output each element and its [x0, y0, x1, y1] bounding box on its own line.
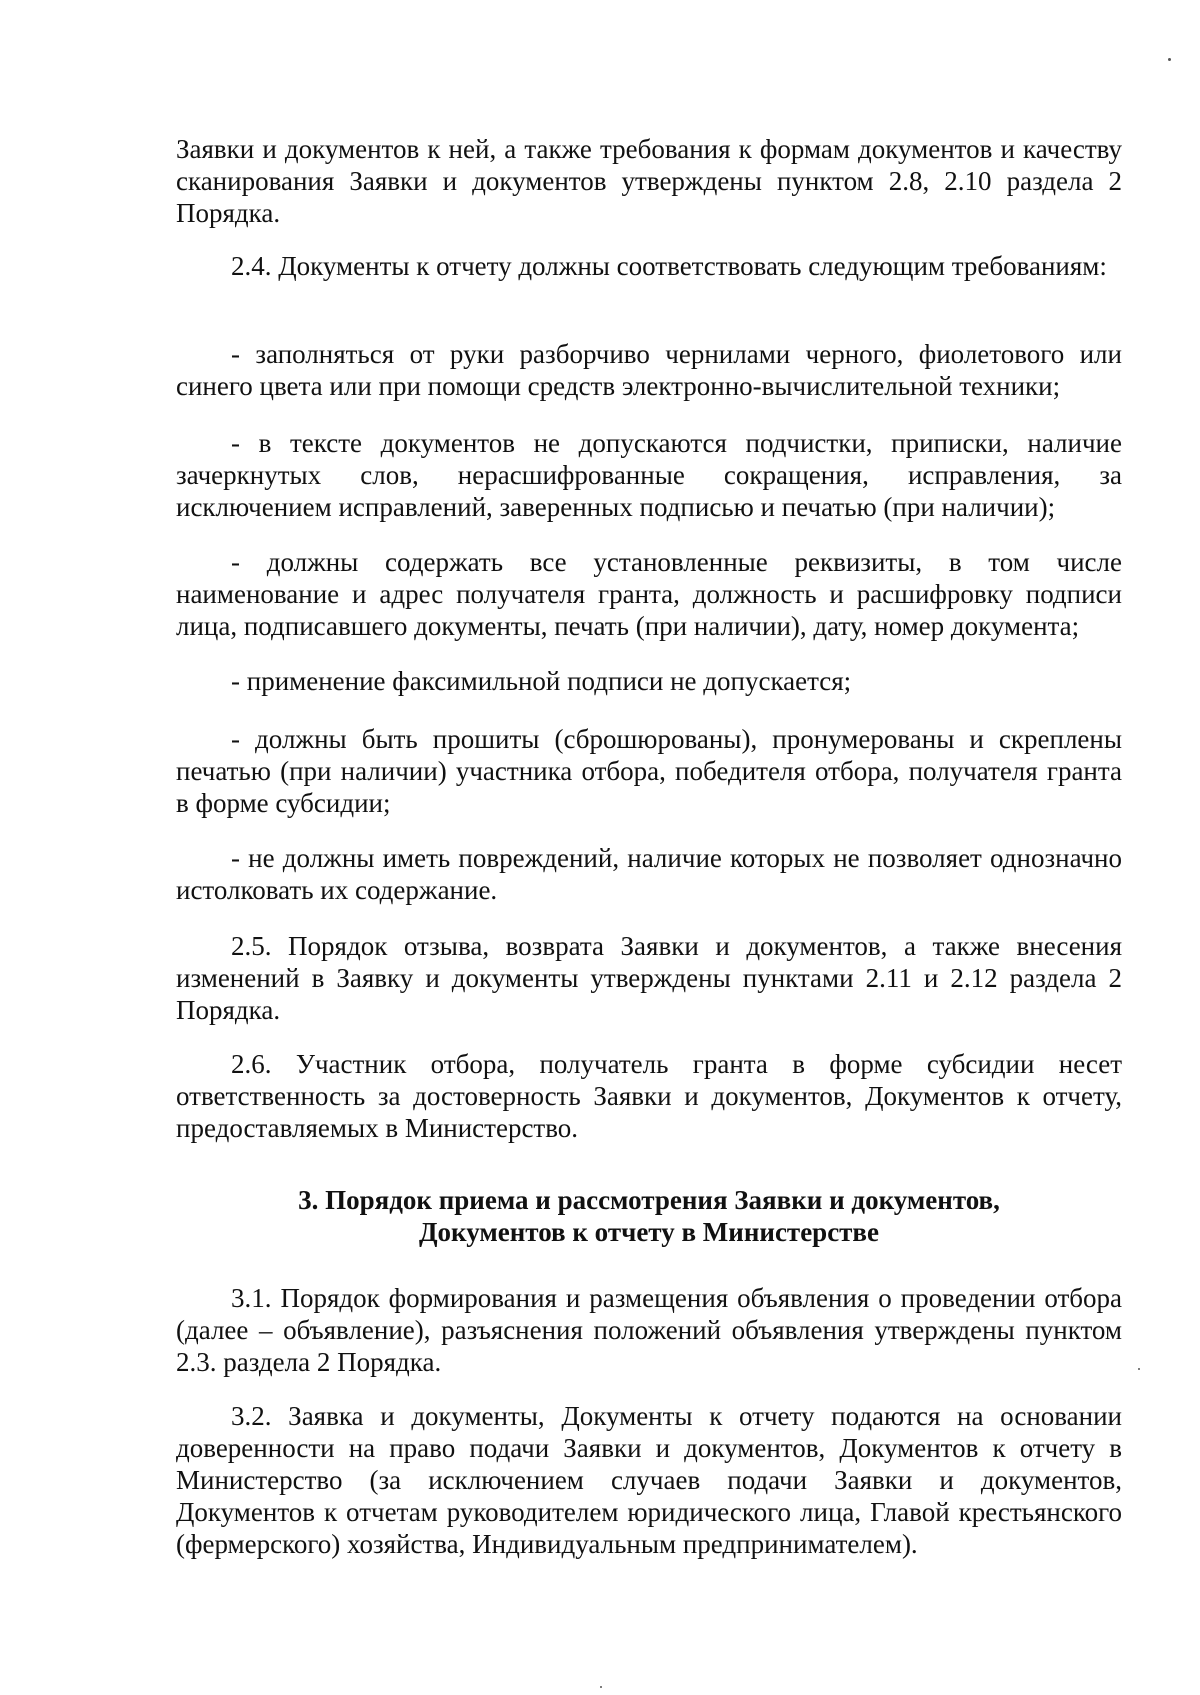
- list-item-requisites: - должны содержать все установленные реквизиты, в том числе наименование и адрес получателя гранта, должность и расшифровку подписи лица, подписавшего документы, печать (при наличии), дату, номер документа;: [176, 547, 1122, 641]
- list-item-handwriting: - заполняться от руки разборчиво чернилами черного, фиолетового или синего цвета или при помощи средств электронно-вычислительной техники;: [176, 339, 1122, 401]
- scan-speck: [1168, 58, 1171, 61]
- scan-speck: [600, 1686, 602, 1688]
- list-item-stitched: - должны быть прошиты (сброшюрованы), пронумерованы и скреплены печатью (при наличии) участника отбора, победителя отбора, получателя гранта в форме субсидии;: [176, 724, 1122, 818]
- list-item-no-damage: - не должны иметь повреждений, наличие которых не позволяет однозначно истолковать их содержание.: [176, 843, 1122, 905]
- paragraph-2-6: 2.6. Участник отбора, получатель гранта в форме субсидии несет ответственность за достоверность Заявки и документов, Документов к отчету, предоставляемых в Министерство.: [176, 1049, 1122, 1143]
- section-heading-line-1: 3. Порядок приема и рассмотрения Заявки и документов,: [298, 1185, 1000, 1215]
- paragraph-2-4: 2.4. Документы к отчету должны соответствовать следующим требованиям:: [231, 251, 1107, 281]
- section-heading-line-2: Документов к отчету в Министерстве: [418, 1217, 879, 1247]
- paragraph-3-1: 3.1. Порядок формирования и размещения объявления о проведении отбора (далее – объявление), разъяснения положений объявления утверждены пунктом 2.3. раздела 2 Порядка.: [176, 1283, 1122, 1377]
- paragraph-intro: Заявки и документов к ней, а также требования к формам документов и качеству сканирования Заявки и документов утверждены пунктом 2.8, 2.10 раздела 2 Порядка.: [176, 134, 1122, 228]
- paragraph-2-5: 2.5. Порядок отзыва, возврата Заявки и документов, а также внесения изменений в Заявку и документы утверждены пунктами 2.11 и 2.12 раздела 2 Порядка.: [176, 931, 1122, 1025]
- paragraph-3-2: 3.2. Заявка и документы, Документы к отчету подаются на основании доверенности на право подачи Заявки и документов, Документов к отчету в Министерство (за исключением случаев подачи Заявки и документов, Документов к отчетам руководителем юридического лица, Главой крестьянского (фермерского) хозяйства, Индивидуальным предпринимателем).: [176, 1401, 1122, 1559]
- list-item-no-facsimile: - применение факсимильной подписи не допускается;: [231, 666, 852, 696]
- scan-speck: [1138, 1368, 1140, 1370]
- list-item-no-corrections: - в тексте документов не допускаются подчистки, приписки, наличие зачеркнутых слов, нерасшифрованные сокращения, исправления, за исключением исправлений, заверенных подписью и печатью (при наличии);: [176, 428, 1122, 522]
